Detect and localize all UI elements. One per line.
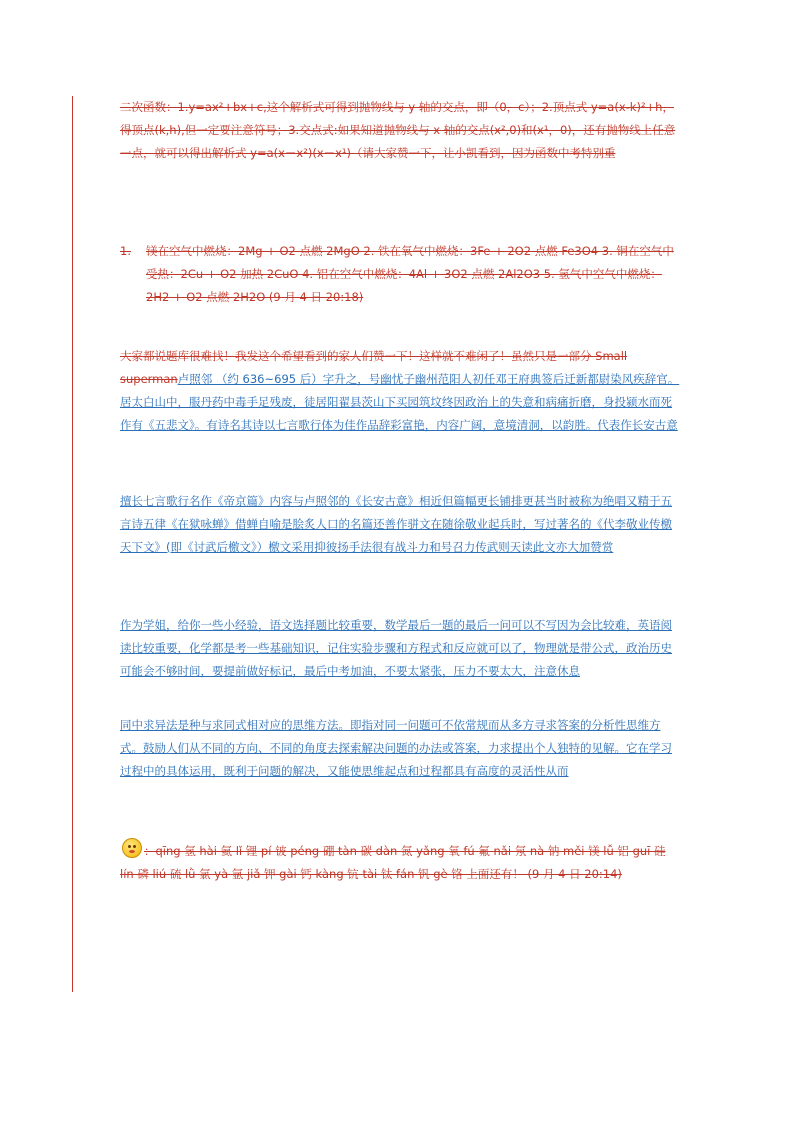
left-margin-line bbox=[72, 96, 73, 992]
paragraph-quadratic-functions bbox=[120, 96, 680, 165]
paragraph-thinking-method bbox=[120, 714, 680, 783]
inserted-text: 作为学姐，给你一些小经验，语文选择题比较重要，数学最后一题的最后一问可以不写因为会比较难，英语阅读比较重要，化学都是考一些基础知识，记住实验步骤和方程式和反应就可以了，物理就是带公式，政治历史可能会不够时间，要提前做好标记，最后中考加油，不要太紧张，压力不要太大，注意休息 bbox=[120, 618, 672, 678]
deleted-text: 大家都说题库很难找！我发这个希望看到的家人们赞一下！这样就不难闲了！虽然只是一部分 Small superman bbox=[120, 349, 628, 386]
paragraph-luo-binwang bbox=[120, 490, 680, 559]
paragraph-element-pinyin bbox=[120, 838, 680, 886]
inserted-text: 同中求异法是种与求同式相对应的思维方法。即指对同一问题可不依常规而从多方寻求答案的分析性思维方式。鼓励人们从不同的方向、不同的角度去探索解决问题的办法或答案，力求提出个人独特的见解。它在学习过程中的具体运用，既利于问题的解决，又能使思维起点和过程都具有高度的灵活性从而 bbox=[120, 718, 672, 778]
list-item-chemistry-equations bbox=[120, 240, 685, 309]
smiley-emoji-icon bbox=[122, 838, 142, 858]
paragraph-lu-zhaolin bbox=[120, 345, 680, 437]
deleted-text: 镁在空气中燃烧：2Mg + O2 点燃 2MgO 2. 铁在氧气中燃烧：3Fe + 2O2 点燃 Fe3O4 3. 铜在空气中受热：2Cu + O2 加热 2CuO 4. 铝在空气中燃烧：4Al + 3O2 点燃 2Al2O3 5. 氢气中空气中燃烧：2H2 + O2 点燃 2H2O (9 月 4 日 20:18) bbox=[146, 244, 674, 304]
inserted-text: 擅长七言歌行名作《帝京篇》内容与卢照邻的《长安古意》相近但篇幅更长铺排更甚当时被称为绝唱又精于五言诗五律《在狱咏蝉》借蝉自喻是脍炙人口的名篇还善作骈文在随徐敬业起兵时，写过著名的《代李敬业传檄天下文》(即《讨武后檄文》）檄文采用抑彼扬手法很有战斗力和号召力传武则天读此文亦大加赞赏 bbox=[120, 494, 672, 554]
inserted-text: 卢照邻 （约 636~695 后）字升之，号幽忧子幽州范阳人初任邓王府典签后迁新都尉染风疾辞官。居太白山中，服丹药中毒手足残废，徒居阳翟县茨山下买园筑坟终因政治上的失意和病痛折磨，身投颍水而死作有《五悲文》。有诗名其诗以七言歌行体为佳作品辞彩富艳，内容广阔，意境清洞，以韵胜。代表作长安古意 bbox=[120, 372, 680, 432]
deleted-text: 二次函数：1.y=ax²+bx+c,这个解析式可得到抛物线与 y 轴的交点，即（0，c）；2.顶点式 y=a(x-k)²+h，得顶点(k,h),但一定要注意符号；3.交点式:如果知道抛物线与 x 轴的交点(x²,0)和(x¹，0)，还有抛物线上任意一点，就可以得出解析式 y=a(x－x²)(x－x¹)（请大家赞一下，让小凯看到，因为函数中考特别重 bbox=[120, 100, 676, 160]
deleted-text: ：qīng 氢 hài 氦 lǐ 锂 pí 铍 péng 硼 tàn 碳 dàn 氮 yǎng 氧 fú 氟 nǎi 氖 nà 钠 měi 镁 lǚ 铝 guī 硅 lín 磷 liú 硫 lǜ 氯 yà 氩 jiǎ 钾 gài 钙 kàng 钪 tài 钛 fán 钒 gè 铬 上面还有！ (9 月 4 日 20:14) bbox=[120, 844, 666, 881]
paragraph-exam-advice bbox=[120, 614, 680, 683]
list-number: 1. bbox=[120, 244, 131, 258]
